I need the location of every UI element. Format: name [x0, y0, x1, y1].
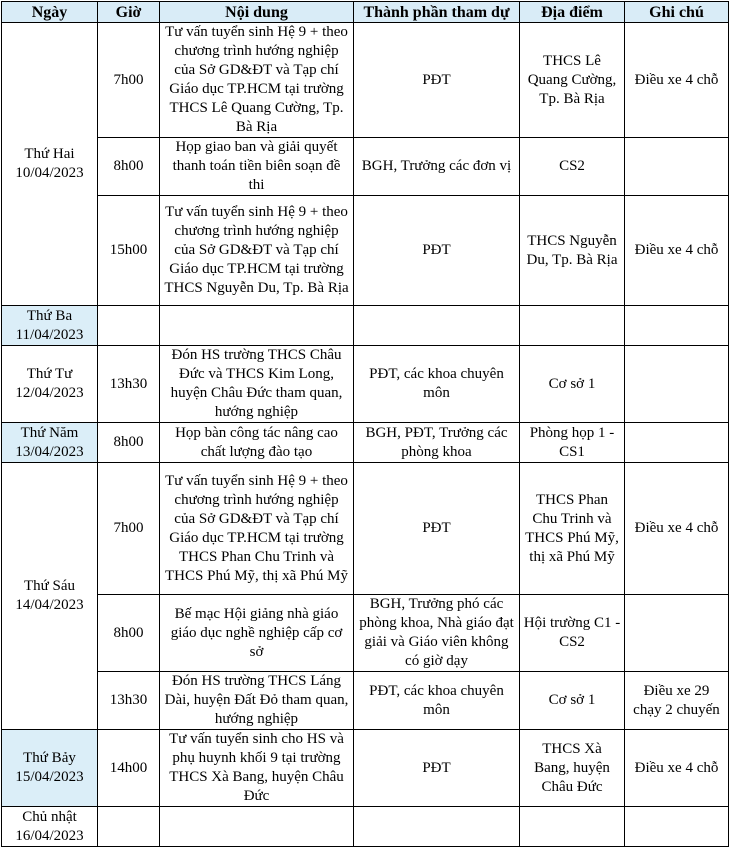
header-content: Nội dung: [160, 2, 354, 23]
time-cell: 13h30: [98, 346, 160, 423]
content-cell: Họp giao ban và giải quyết thanh toán tiền biên soạn đề thi: [160, 138, 354, 196]
participants-cell: PĐT, các khoa chuyên môn: [354, 672, 520, 730]
content-cell: Bế mạc Hội giảng nhà giáo giáo dục nghề nghiệp cấp cơ sở: [160, 595, 354, 672]
time-cell: 15h00: [98, 196, 160, 306]
day-cell: Thứ Sáu 14/04/2023: [2, 463, 98, 730]
time-cell: 13h30: [98, 672, 160, 730]
participants-cell: PĐT: [354, 23, 520, 138]
table-row: [2, 23, 729, 138]
time-cell: 8h00: [98, 595, 160, 672]
day-cell: Thứ Năm 13/04/2023: [2, 423, 98, 463]
content-cell: Tư vấn tuyển sinh Hệ 9 + theo chương trình hướng nghiệp của Sở GD&ĐT và Tạp chí Giáo dục TP.HCM tại trường THCS Lê Quang Cường, Tp. Bà Rịa: [160, 23, 354, 138]
content-cell: Tư vấn tuyển sinh Hệ 9 + theo chương trình hướng nghiệp của Sở GD&ĐT và Tạp chí Giáo dục TP.HCM tại trường THCS Nguyễn Du, Tp. Bà Rịa: [160, 196, 354, 306]
time-cell: 8h00: [98, 423, 160, 463]
note-cell: [625, 595, 729, 672]
content-cell: Đón HS trường THCS Châu Đức và THCS Kim Long, huyện Châu Đức tham quan, hướng nghiệp: [160, 346, 354, 423]
location-cell: THCS Nguyễn Du, Tp. Bà Rịa: [520, 196, 625, 306]
schedule-table: [1, 1, 729, 847]
location-cell: Phòng họp 1 - CS1: [520, 423, 625, 463]
participants-cell: BGH, PĐT, Trưởng các phòng khoa: [354, 423, 520, 463]
content-cell: Họp bàn công tác nâng cao chất lượng đào tạo: [160, 423, 354, 463]
location-cell: THCS Lê Quang Cường, Tp. Bà Rịa: [520, 23, 625, 138]
location-cell: THCS Xà Bang, huyện Châu Đức: [520, 730, 625, 807]
day-cell: Thứ Tư 12/04/2023: [2, 346, 98, 423]
content-cell: Tư vấn tuyển sinh cho HS và phụ huynh khối 9 tại trường THCS Xà Bang, huyện Châu Đức: [160, 730, 354, 807]
content-cell: Tư vấn tuyển sinh Hệ 9 + theo chương trình hướng nghiệp của Sở GD&ĐT và Tạp chí Giáo dục TP.HCM tại trường THCS Phan Chu Trinh và THCS Phú Mỹ, thị xã Phú Mỹ: [160, 463, 354, 595]
note-cell: [625, 306, 729, 346]
participants-cell: PĐT: [354, 463, 520, 595]
participants-cell: BGH, Trưởng các đơn vị: [354, 138, 520, 196]
table-row: [2, 730, 729, 807]
participants-cell: BGH, Trưởng phó các phòng khoa, Nhà giáo đạt giải và Giáo viên không có giờ dạy: [354, 595, 520, 672]
note-cell: [625, 423, 729, 463]
location-cell: THCS Phan Chu Trinh và THCS Phú Mỹ, thị xã Phú Mỹ: [520, 463, 625, 595]
location-cell: Hội trường C1 - CS2: [520, 595, 625, 672]
note-cell: [625, 346, 729, 423]
note-cell: Điều xe 4 chỗ: [625, 23, 729, 138]
participants-cell: [354, 306, 520, 346]
location-cell: Cơ sở 1: [520, 346, 625, 423]
note-cell: [625, 138, 729, 196]
time-cell: 7h00: [98, 23, 160, 138]
day-cell: Thứ Ba 11/04/2023: [2, 306, 98, 346]
table-row: [2, 423, 729, 463]
day-cell: Thứ Hai 10/04/2023: [2, 23, 98, 306]
header-time: Giờ: [98, 2, 160, 23]
header-day: Ngày: [2, 2, 98, 23]
note-cell: Điều xe 4 chỗ: [625, 730, 729, 807]
table-row: [2, 463, 729, 595]
day-cell: Chủ nhật 16/04/2023: [2, 807, 98, 847]
day-cell: Thứ Bảy 15/04/2023: [2, 730, 98, 807]
note-cell: Điều xe 4 chỗ: [625, 196, 729, 306]
table-row: [2, 595, 729, 672]
time-cell: 8h00: [98, 138, 160, 196]
participants-cell: PĐT: [354, 730, 520, 807]
participants-cell: PĐT, các khoa chuyên môn: [354, 346, 520, 423]
table-row: [2, 138, 729, 196]
location-cell: [520, 306, 625, 346]
header-row: [2, 2, 729, 23]
table-row: [2, 672, 729, 730]
note-cell: Điều xe 29 chạy 2 chuyến: [625, 672, 729, 730]
note-cell: Điều xe 4 chỗ: [625, 463, 729, 595]
location-cell: CS2: [520, 138, 625, 196]
content-cell: Đón HS trường THCS Láng Dài, huyện Đất Đỏ tham quan, hướng nghiệp: [160, 672, 354, 730]
table-row: [2, 196, 729, 306]
participants-cell: PĐT: [354, 196, 520, 306]
table-row: [2, 346, 729, 423]
location-cell: Cơ sở 1: [520, 672, 625, 730]
header-participants: Thành phần tham dự: [354, 2, 520, 23]
table-row: [2, 306, 729, 346]
header-location: Địa điểm: [520, 2, 625, 23]
time-cell: 7h00: [98, 463, 160, 595]
time-cell: 14h00: [98, 730, 160, 807]
content-cell: [160, 306, 354, 346]
time-cell: [98, 306, 160, 346]
header-note: Ghi chú: [625, 2, 729, 23]
